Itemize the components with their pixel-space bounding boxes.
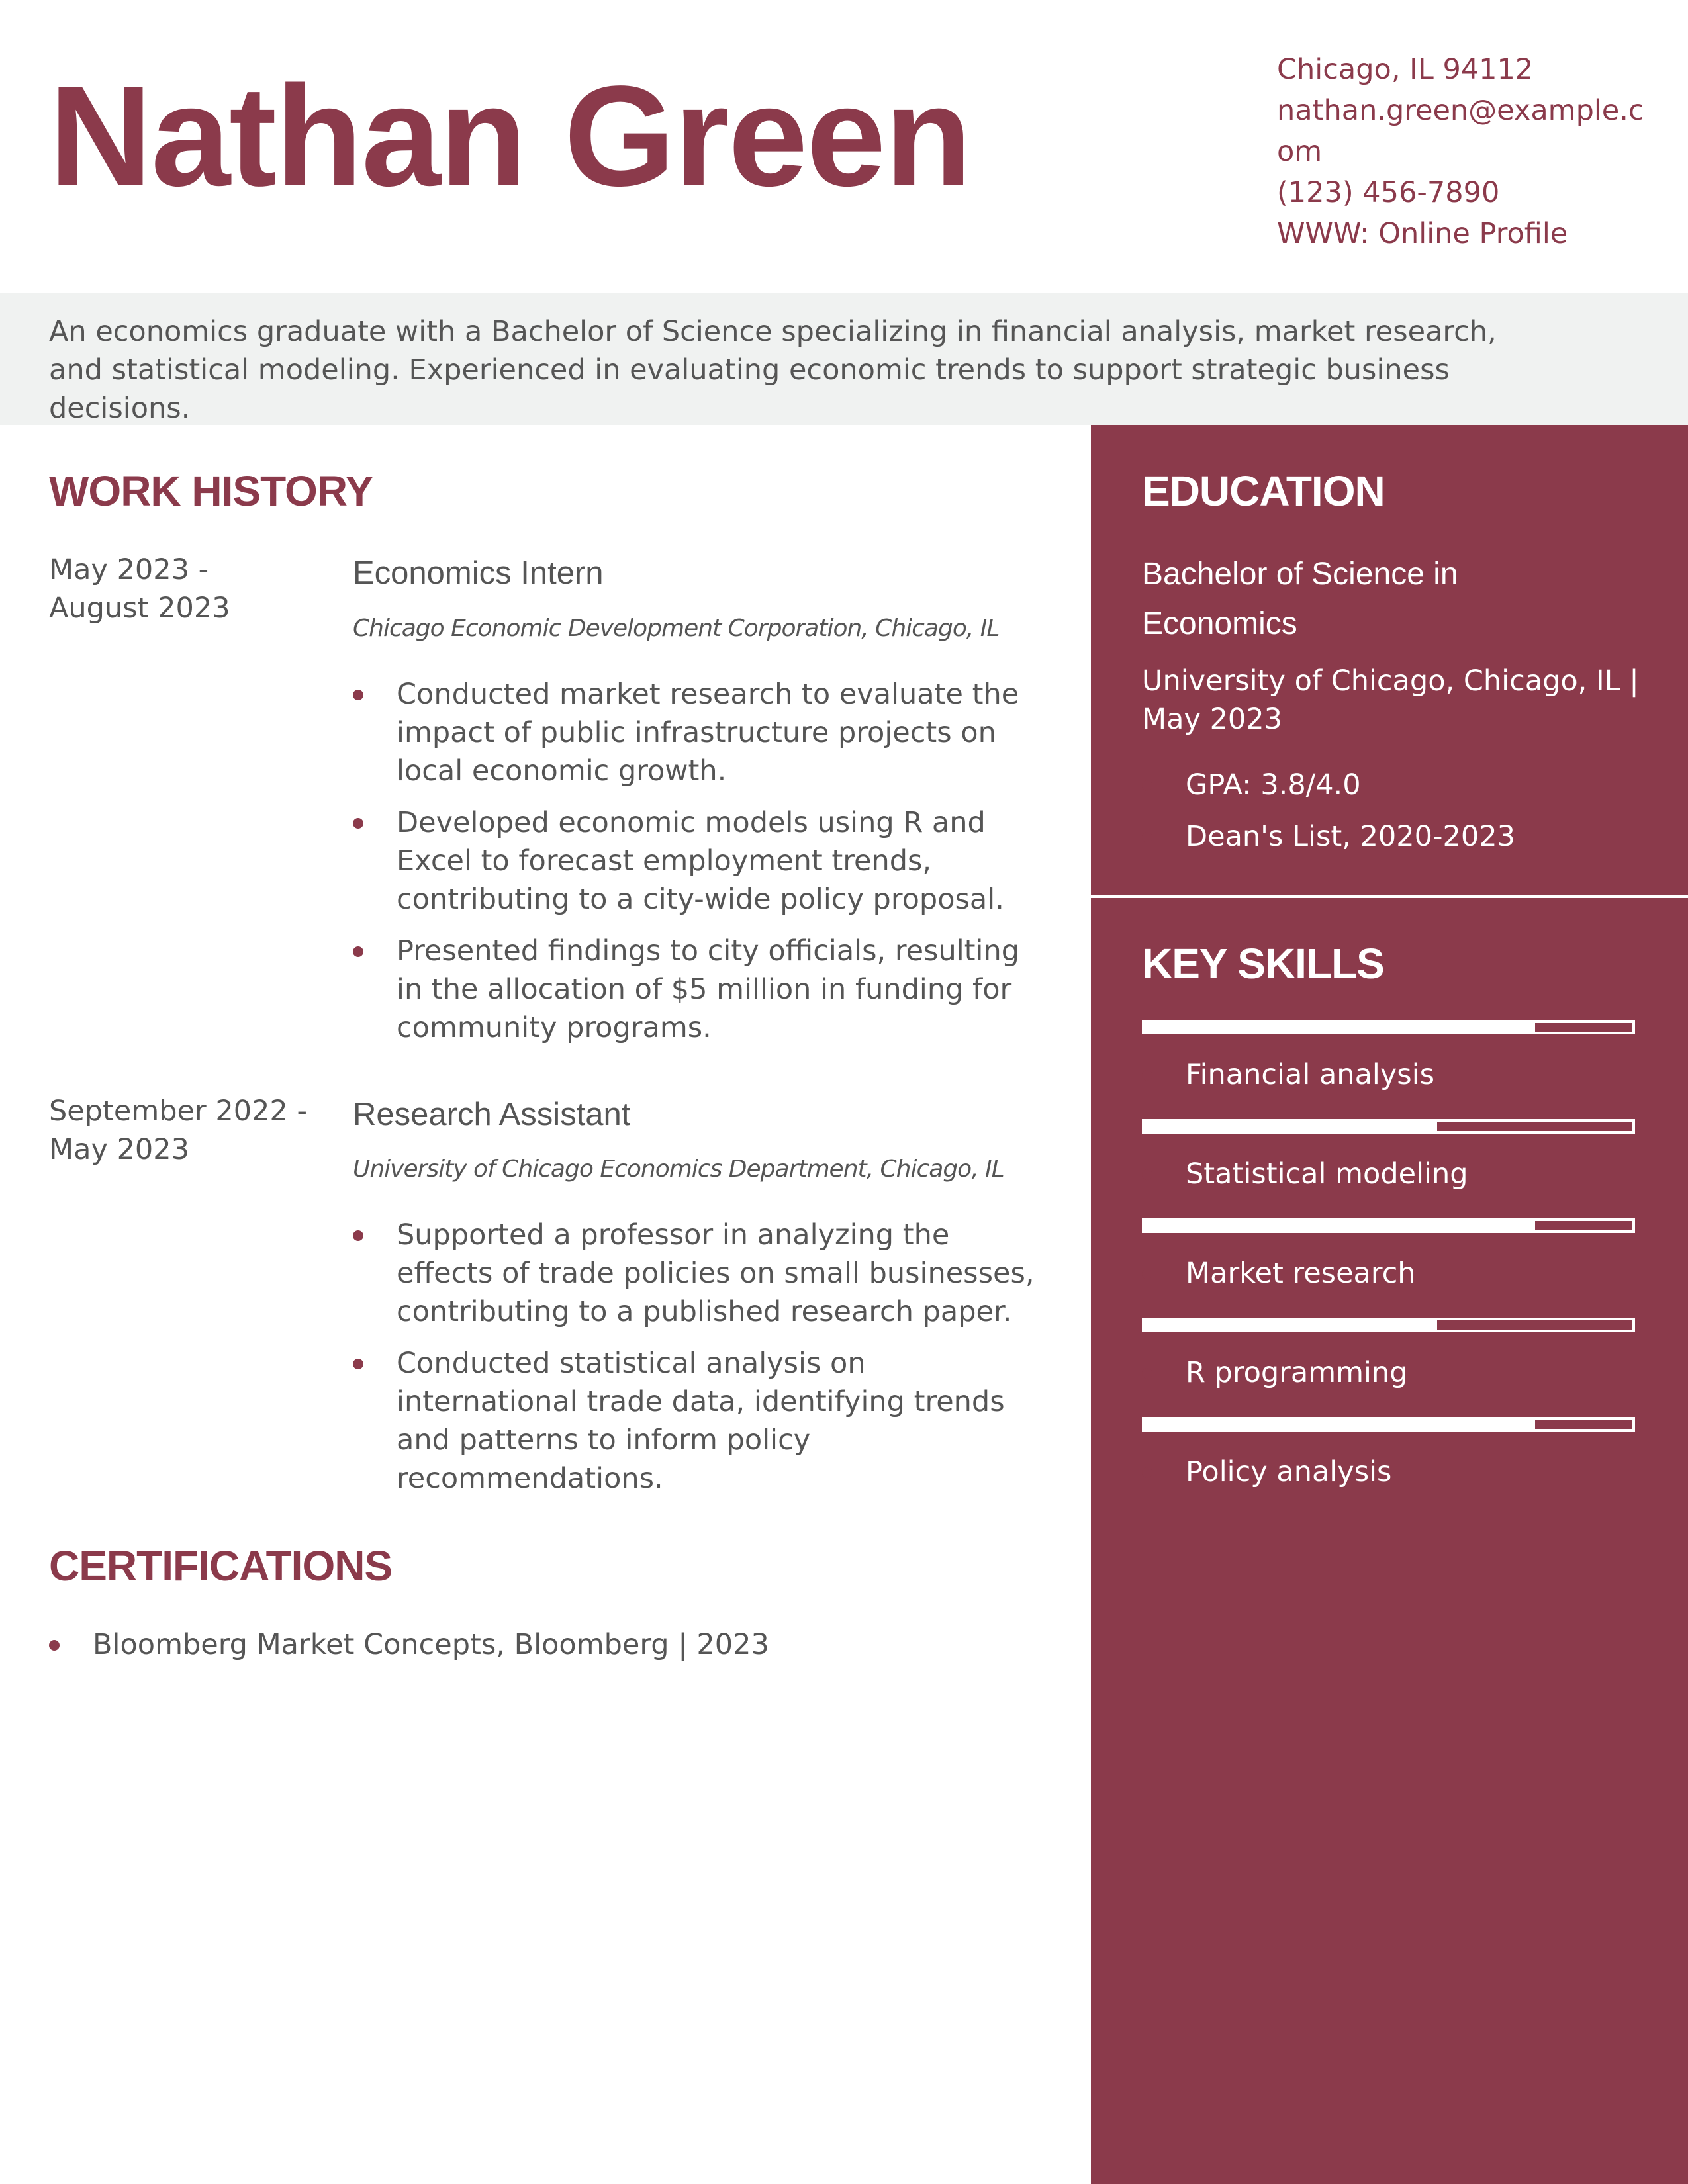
skill-item — [1142, 1453, 1645, 1504]
certifications-list — [49, 1625, 1042, 1677]
bullet-text: Conducted statistical analysis on international trade data, identifying trends and patterns to inform policy recommendations. — [397, 1347, 1005, 1495]
job-1-title: Economics Intern — [353, 555, 604, 591]
contact-website[interactable]: WWW: Online Profile — [1277, 217, 1568, 250]
skill-item — [1142, 1056, 1645, 1107]
list-item — [1142, 1353, 1645, 1392]
job-2-company: University of Chicago Economics Department, Chicago, IL — [353, 1156, 1004, 1183]
list-item — [1142, 1254, 1645, 1293]
bullet-dot-icon — [353, 818, 363, 829]
skill-bar-market-research — [1142, 1218, 1635, 1233]
job-1-dates — [49, 551, 327, 627]
certifications-heading: CERTIFICATIONS — [49, 1542, 393, 1590]
list-item — [353, 675, 1048, 790]
skill-label: R programming — [1186, 1356, 1408, 1389]
skill-label: Policy analysis — [1186, 1455, 1392, 1488]
skill-bar-statistical-modeling — [1142, 1119, 1635, 1134]
skill-fill — [1145, 1320, 1437, 1330]
skill-bar-policy-analysis — [1142, 1417, 1635, 1432]
list-item — [1142, 1056, 1645, 1094]
job-2-dates — [49, 1092, 327, 1169]
sidebar-divider — [1091, 895, 1688, 898]
skill-fill — [1145, 1221, 1535, 1230]
skill-item — [1142, 1353, 1645, 1405]
bullet-text: Supported a professor in analyzing the effects of trade policies on small businesses, contributing to a published research paper. — [397, 1218, 1035, 1328]
skill-item — [1142, 1254, 1645, 1306]
skill-label: Market research — [1186, 1257, 1416, 1290]
bullet-dot-icon — [1142, 1467, 1152, 1478]
bullet-dot-icon — [353, 1230, 363, 1241]
bullet-dot-icon — [1142, 832, 1152, 842]
contact-phone: (123) 456-7890 — [1277, 176, 1500, 209]
candidate-name: Nathan Green — [49, 56, 971, 216]
list-item — [1142, 1453, 1645, 1491]
job-1-company: Chicago Economic Development Corporation, Chicago, IL — [353, 615, 1000, 642]
skill-label: Financial analysis — [1186, 1058, 1435, 1091]
skill-item — [1142, 1155, 1645, 1206]
job-2-date-start: September 2022 - — [49, 1095, 307, 1128]
education-bullets — [1142, 766, 1645, 869]
work-history-heading: WORK HISTORY — [49, 467, 373, 515]
bullet-dot-icon — [1142, 1169, 1152, 1180]
skill-fill — [1145, 1420, 1535, 1429]
skill-bar-financial-analysis — [1142, 1020, 1635, 1034]
bullet-text: Presented findings to city officials, resulting in the allocation of $5 million in funding for community programs. — [397, 934, 1020, 1044]
list-item — [1142, 766, 1645, 804]
skill-fill — [1145, 1023, 1535, 1032]
bullet-text: GPA: 3.8/4.0 — [1186, 768, 1361, 801]
summary-band — [0, 293, 1688, 425]
job-1-date-end: August 2023 — [49, 592, 230, 625]
list-item — [1142, 1155, 1645, 1193]
contact-block — [1277, 49, 1648, 254]
contact-location: Chicago, IL 94112 — [1277, 53, 1534, 86]
key-skills-heading: KEY SKILLS — [1142, 940, 1384, 987]
list-item — [49, 1625, 1042, 1664]
summary-text: An economics graduate with a Bachelor of Science specializing in financial analysis, market research, and statistical modeling. Experienced in evaluating economic trends to support strategic business decisions. — [49, 315, 1497, 425]
skill-label: Statistical modeling — [1186, 1158, 1468, 1191]
job-1-date-start: May 2023 - — [49, 553, 209, 586]
job-2-date-end: May 2023 — [49, 1133, 189, 1166]
bullet-dot-icon — [353, 946, 363, 957]
job-1-bullets — [353, 675, 1048, 1060]
bullet-dot-icon — [353, 690, 363, 700]
list-item — [353, 932, 1048, 1047]
list-item — [1142, 817, 1645, 856]
list-item — [353, 1344, 1048, 1498]
bullet-dot-icon — [1142, 1368, 1152, 1379]
skill-fill — [1145, 1122, 1437, 1131]
bullet-dot-icon — [1142, 780, 1152, 791]
bullet-text: Dean's List, 2020-2023 — [1186, 820, 1515, 853]
bullet-dot-icon — [353, 1359, 363, 1369]
bullet-dot-icon — [49, 1640, 60, 1651]
education-heading: EDUCATION — [1142, 467, 1385, 515]
education-school: University of Chicago, Chicago, IL | May 2023 — [1142, 664, 1639, 736]
list-item — [353, 1216, 1048, 1331]
bullet-dot-icon — [1142, 1269, 1152, 1279]
skill-bar-r-programming — [1142, 1318, 1635, 1332]
education-degree: Bachelor of Science in Economics — [1142, 557, 1458, 641]
bullet-text: Developed economic models using R and Excel to forecast employment trends, contributing to a city-wide policy proposal. — [397, 806, 1004, 916]
list-item — [353, 803, 1048, 919]
contact-email[interactable]: nathan.green@example.com — [1277, 94, 1644, 168]
bullet-dot-icon — [1142, 1070, 1152, 1081]
job-2-bullets — [353, 1216, 1048, 1511]
job-2-title: Research Assistant — [353, 1097, 631, 1132]
certification-text: Bloomberg Market Concepts, Bloomberg | 2023 — [93, 1628, 769, 1661]
bullet-text: Conducted market research to evaluate the impact of public infrastructure projects on local economic growth. — [397, 678, 1019, 788]
